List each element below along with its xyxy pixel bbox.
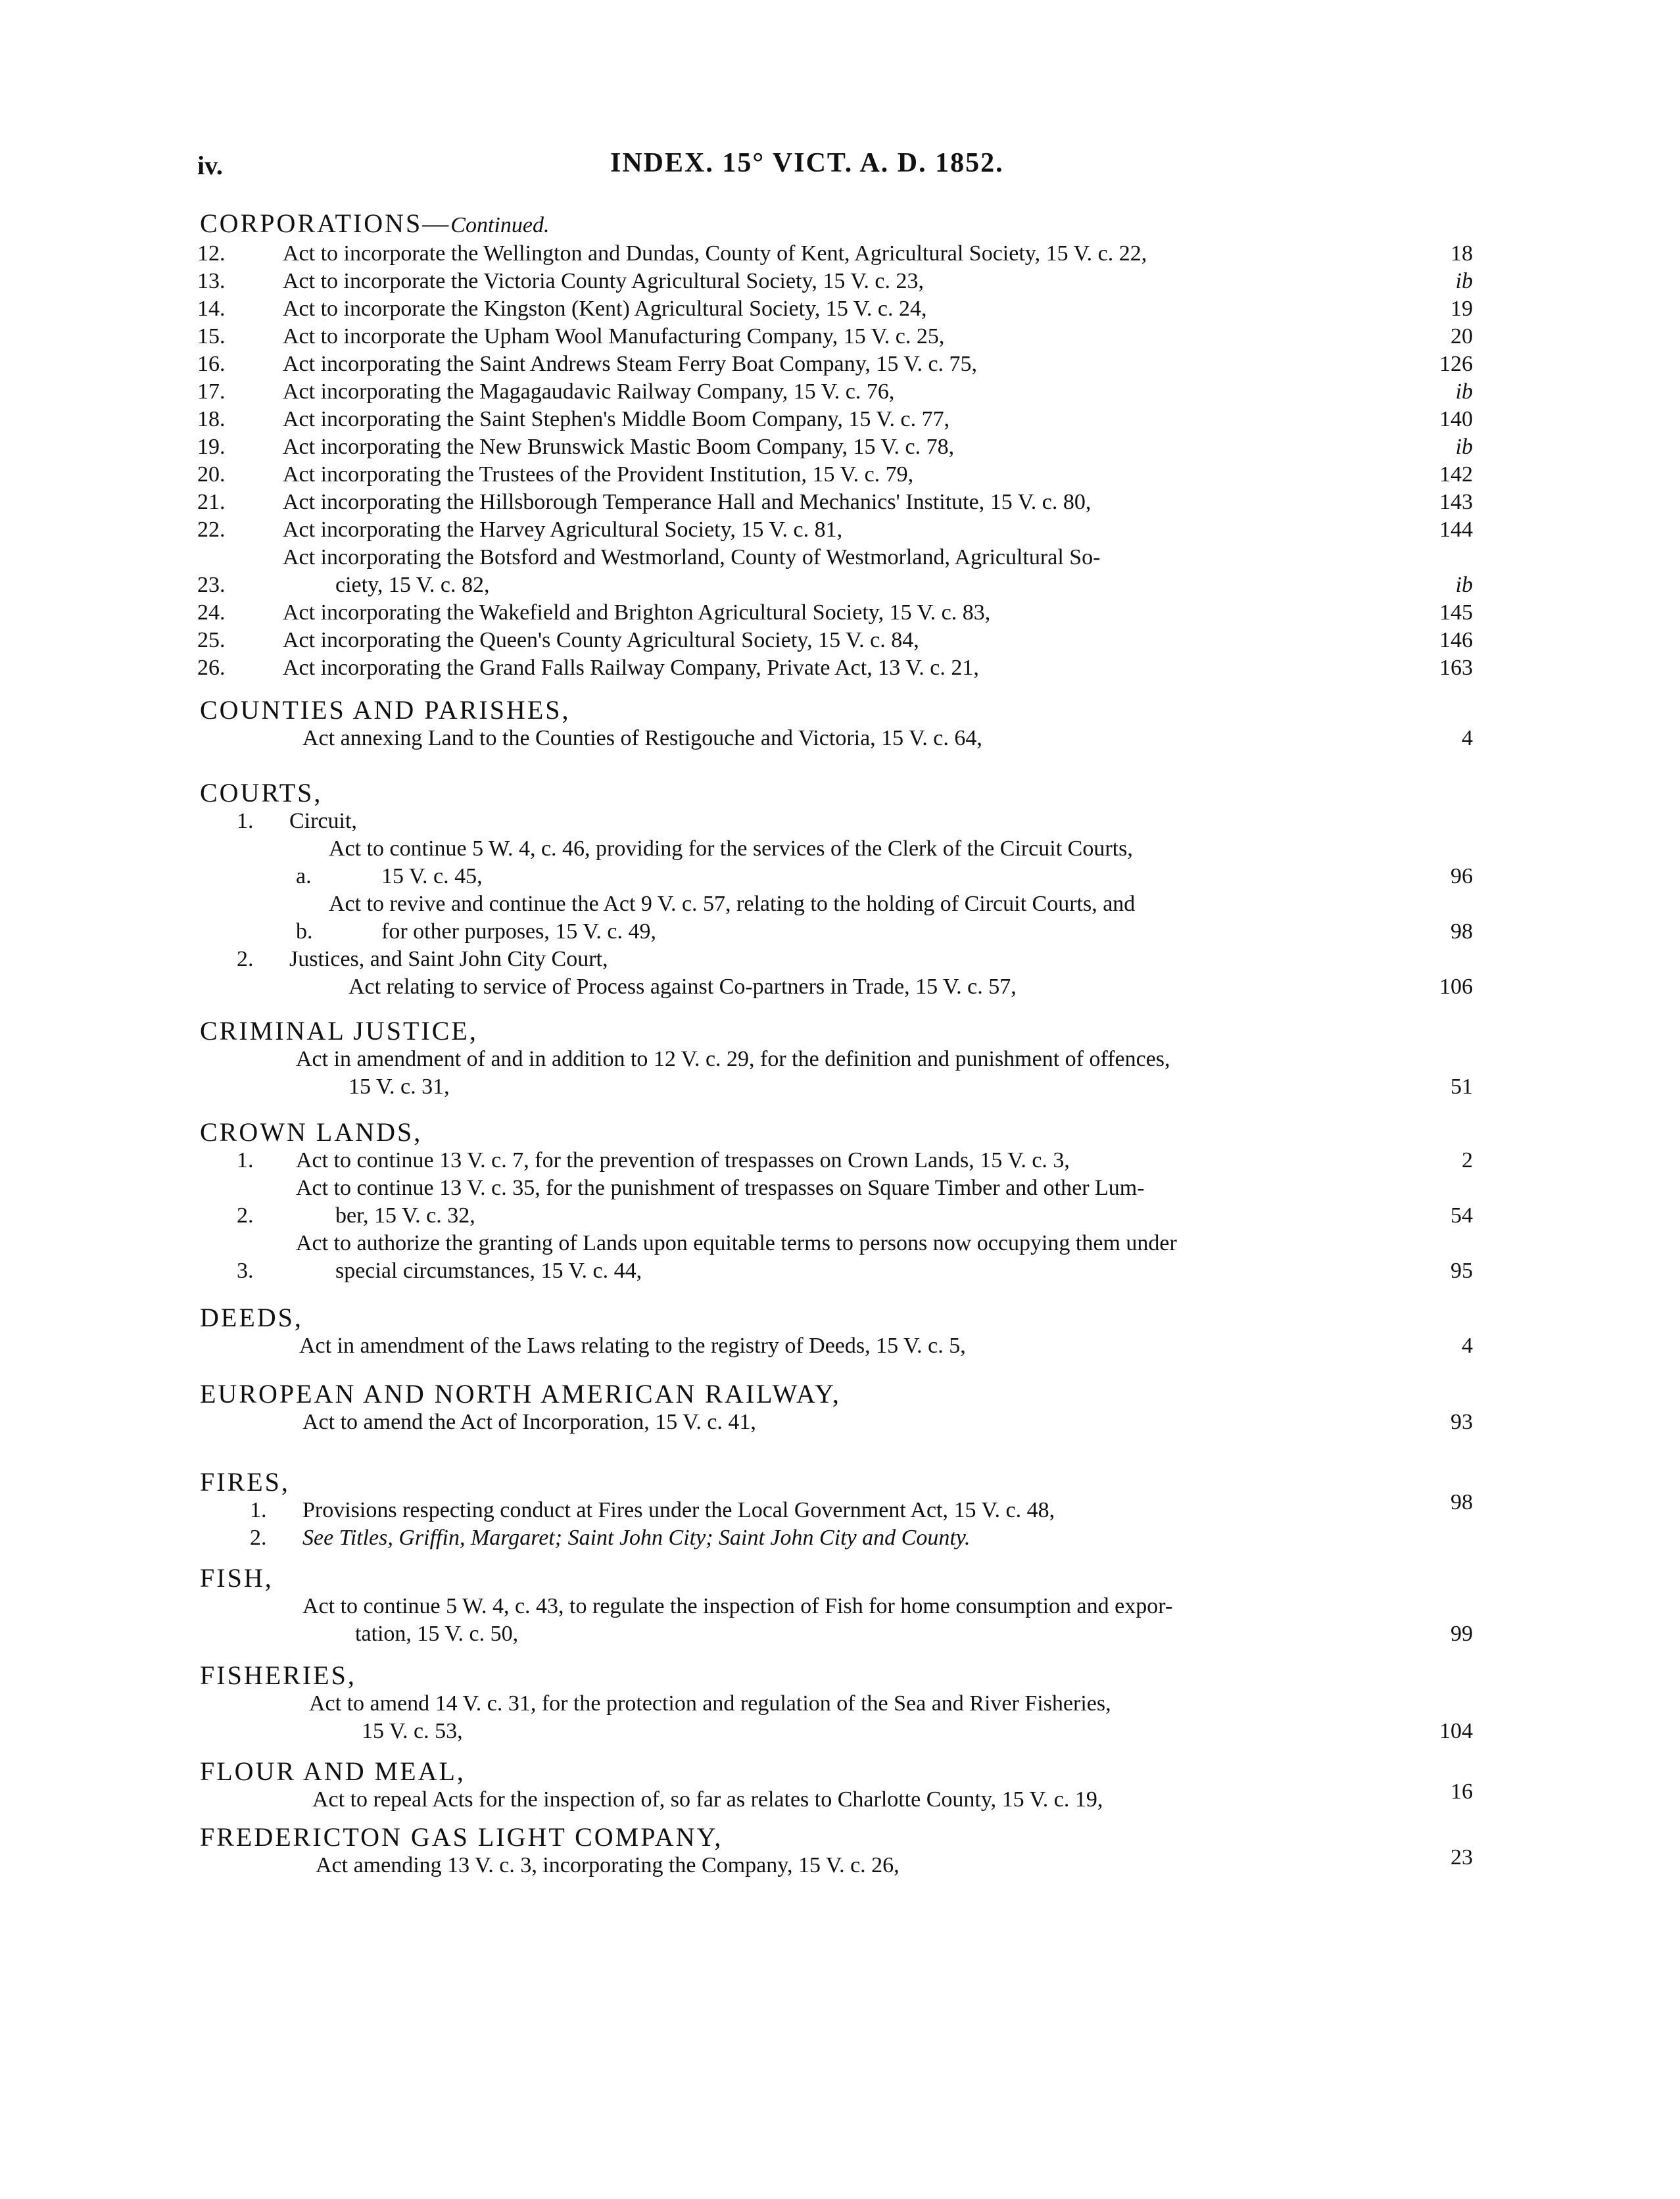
section-heading: CRIMINAL JUSTICE, [200, 1016, 478, 1046]
index-entry: Act to amend the Act of Incorporation, 15 V. c. 41, 93 [302, 1410, 1473, 1434]
section-heading: COUNTIES AND PARISHES, [200, 695, 571, 725]
index-entry: Act to repeal Acts for the inspection of, so far as relates to Charlotte County, 15 V. c. 19, 16 [312, 1779, 1473, 1812]
index-entry: Act in amendment of and in addition to 12 V. c. 29, for the definition and punishment of offences, 15 V. c. 31, 51 [296, 1047, 1473, 1099]
page-title: INDEX. 15° VICT. A. D. 1852. [610, 148, 1004, 178]
section-fredericton-gas-light-company [197, 1823, 1473, 1879]
index-entry: 1. Circuit, [237, 809, 357, 833]
index-entry: 12. Act to incorporate the Wellington and Dundas, County of Kent, Agricultural Society, 15 V. c. 22, 18 [197, 241, 1473, 266]
index-entry: Act to continue 5 W. 4, c. 43, to regulate the inspection of Fish for home consumption and expor- tation, 15 V. c. 50, 99 [302, 1594, 1473, 1646]
index-entry: b. Act to revive and continue the Act 9 V. c. 57, relating to the holding of Circuit Courts, and for other purposes, 15 V. c. 49, 98 [296, 892, 1473, 944]
index-entry: 14. Act to incorporate the Kingston (Kent) Agricultural Society, 15 V. c. 24, 19 [197, 297, 1473, 321]
section-fires [197, 1468, 1473, 1552]
index-entry: 15. Act to incorporate the Upham Wool Manufacturing Company, 15 V. c. 25, 20 [197, 324, 1473, 349]
index-entry: 24. Act incorporating the Wakefield and Brighton Agricultural Society, 15 V. c. 83, 145 [197, 600, 1473, 625]
section-crown-lands [197, 1118, 1473, 1285]
index-entry: a. Act to continue 5 W. 4, c. 46, providing for the services of the Clerk of the Circuit Courts, 15 V. c. 45, 96 [296, 836, 1473, 888]
section-heading: FIRES, [200, 1467, 290, 1497]
index-entry: 23. Act incorporating the Botsford and Westmorland, County of Westmorland, Agricultural So- ciety, 15 V. c. 82, ib [197, 545, 1473, 597]
section-heading: FLOUR AND MEAL, [200, 1756, 466, 1786]
section-heading: CROWN LANDS, [200, 1117, 423, 1147]
section-corporations [197, 209, 1473, 682]
section-heading: FISH, [200, 1563, 274, 1593]
index-entry: 13. Act to incorporate the Victoria County Agricultural Society, 15 V. c. 23, ib [197, 269, 1473, 293]
section-heading: EUROPEAN AND NORTH AMERICAN RAILWAY, [200, 1379, 841, 1409]
section-fisheries [197, 1661, 1473, 1745]
index-entry: Act annexing Land to the Counties of Restigouche and Victoria, 15 V. c. 64, 4 [302, 726, 1473, 750]
index-entry: 3. Act to authorize the granting of Lands upon equitable terms to persons now occupying them under special circumstances, 15 V. c. 44, 95 [237, 1231, 1473, 1283]
section-heading: CORPORATIONS—Continued. [200, 208, 550, 238]
section-counties-and-parishes [197, 696, 1473, 752]
index-entry: Act amending 13 V. c. 3, incorporating the Company, 15 V. c. 26, 23 [316, 1845, 1473, 1877]
section-criminal-justice [197, 1017, 1473, 1101]
section-fish [197, 1564, 1473, 1648]
section-heading: DEEDS, [200, 1303, 303, 1332]
page-number: iv. [197, 151, 223, 180]
index-entry: 25. Act incorporating the Queen's County Agricultural Society, 15 V. c. 84, 146 [197, 628, 1473, 652]
section-heading: FISHERIES, [200, 1660, 356, 1690]
index-entry: 2. Act to continue 13 V. c. 35, for the punishment of trespasses on Square Timber and other Lum- ber, 15 V. c. 32, 54 [237, 1176, 1473, 1228]
index-entry: 18. Act incorporating the Saint Stephen's Middle Boom Company, 15 V. c. 77, 140 [197, 407, 1473, 431]
section-deeds [197, 1303, 1473, 1360]
index-entry: Act relating to service of Process against Co-partners in Trade, 15 V. c. 57, 106 [348, 975, 1473, 999]
index-entry: 1. Act to continue 13 V. c. 7, for the prevention of trespasses on Crown Lands, 15 V. c. 3, 2 [237, 1148, 1473, 1172]
index-entry: 1. Provisions respecting conduct at Fires under the Local Government Act, 15 V. c. 48, 98 [250, 1490, 1473, 1522]
section-heading: COURTS, [200, 778, 323, 808]
section-courts [197, 779, 1473, 1001]
index-entry: 16. Act incorporating the Saint Andrews Steam Ferry Boat Company, 15 V. c. 75, 126 [197, 352, 1473, 376]
index-entry: 2. Justices, and Saint John City Court, [237, 947, 608, 971]
index-entry: 26. Act incorporating the Grand Falls Railway Company, Private Act, 13 V. c. 21, 163 [197, 656, 1473, 680]
index-entry: 19. Act incorporating the New Brunswick Mastic Boom Company, 15 V. c. 78, ib [197, 435, 1473, 459]
section-flour-and-meal [197, 1757, 1473, 1814]
index-entry: 22. Act incorporating the Harvey Agricultural Society, 15 V. c. 81, 144 [197, 518, 1473, 542]
index-entry: 21. Act incorporating the Hillsborough Temperance Hall and Mechanics' Institute, 15 V. c. 80, 143 [197, 490, 1473, 514]
index-entry: Act to amend 14 V. c. 31, for the protection and regulation of the Sea and River Fisheries, 15 V. c. 53, 104 [309, 1691, 1473, 1743]
index-entry: 17. Act incorporating the Magagaudavic Railway Company, 15 V. c. 76, ib [197, 379, 1473, 404]
index-entry: 20. Act incorporating the Trustees of the Provident Institution, 15 V. c. 79, 142 [197, 462, 1473, 487]
index-entry: Act in amendment of the Laws relating to the registry of Deeds, 15 V. c. 5, 4 [299, 1334, 1473, 1358]
section-heading: FREDERICTON GAS LIGHT COMPANY, [200, 1822, 723, 1852]
index-entry: 2. See Titles, Griffin, Margaret; Saint John City; Saint John City and County. [250, 1526, 971, 1550]
section-european-and-north-american-railway [197, 1380, 1473, 1436]
